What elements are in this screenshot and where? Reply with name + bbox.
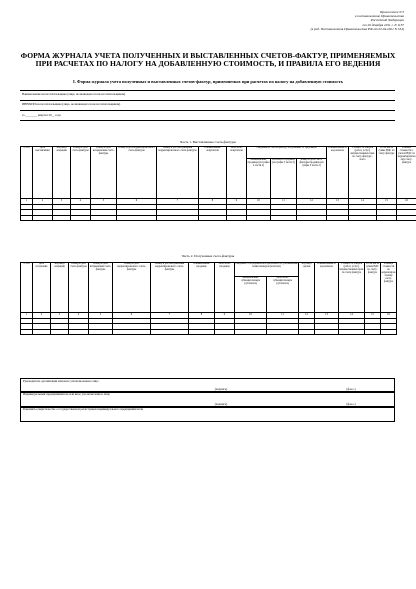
p1-head-n: N п/п [21,147,33,199]
col-number: 15 [365,313,381,319]
p2-head-cost: Стоимость товаров (работ, услуг), имущественных прав по счету-фактуре [339,263,365,313]
col-number: 1 [21,199,33,205]
appendix-line: (в ред. Постановления Правительства РФ от 02.04.2021 N 534) [310,26,404,31]
col-number: 10 [247,199,271,205]
field-line [20,90,395,91]
p2-head-corr-fix: Номер и дата исправления корректировочного счета-фактуры [151,263,189,313]
col-number: 14 [349,199,377,205]
appendix-line: от 26 декабря 2011 г. N 1137 [362,22,404,27]
part2-table [20,262,397,335]
col-number: 2 [33,313,51,319]
p2-head-n: N п/п [21,263,33,313]
p2-head-invoice-fix: Номер и дата исправления счета-фактуры [89,263,113,313]
col-number: 6 [117,199,157,205]
appendix-line: Российской Федерации [370,18,404,23]
field-line [20,100,395,101]
p1-head-corr-invoice: Номер и дата корректировочного счета-фактуры [117,147,157,199]
head-signer-label: Руководитель организации или иное уполномоченное лицо [23,378,99,383]
col-number: 4 [69,313,89,319]
col-number: 15 [377,199,397,205]
p2-head-invoice: Номер и дата счета-фактуры [69,263,89,313]
col-number: 6 [113,313,151,319]
field-line [20,120,395,121]
ip-signer-label: Индивидуальный предприниматель или иное уполномоченное лицо [23,391,110,396]
p2-head-seller-inn: ИНН/КПП продавца [215,263,235,313]
col-number: 9 [227,199,247,205]
col-number: 8 [189,313,215,319]
col-number: 7 [157,199,199,205]
col-number: 16 [381,313,397,319]
p1-head-opcode: Код вида операции [53,147,71,199]
col-number: 13 [327,199,349,205]
section-title: I. Форма журнала учета полученных и выставленных счетов-фактур, применяемых при расчетах по налогу на добавленную стоимость [73,79,343,84]
name-caption: (ф.и.о.) [346,402,356,406]
p1-head-invoice-fix: Номер и дата исправления счета-фактуры [91,147,117,199]
p1-head-diff: Разница стоимости с учетом НДС по корректировочному счету-фактуре [397,147,416,199]
col-number: 11 [271,199,297,205]
col-number: 5 [89,313,113,319]
col-number: 4 [71,199,91,205]
col-number: 2 [33,199,53,205]
p1-head-invoice: Номер и дата счета-фактуры [71,147,91,199]
col-number: 7 [151,313,189,319]
p2-sub-agent-inn: ИНН/КПП субкомиссионера (субагента) [267,277,299,313]
part2-caption: Часть 2. Полученные счета-фактуры [181,254,235,258]
appendix-block [311,10,404,31]
p2-head-intermediary: Сведения о посреднической деятельности, указываемые комиссионером (агентом) [235,263,299,277]
col-number: 11 [267,313,299,319]
p2-head-currency: Наименование и код валюты [315,263,339,313]
col-number: 8 [199,199,227,205]
col-number: 1 [21,313,33,319]
signature-caption: (подпись) [214,402,228,406]
inn-kpp-label: ИНН/КПП налогоплательщика (лица, не являющегося налогоплательщиком) [22,102,121,106]
p2-head-diff: Разница стоимости по корректировочному счету-фактуре [381,263,397,313]
signature-block [20,378,395,426]
col-number: 10 [235,313,267,319]
period-label: за ________ квартал 20__ года [22,113,61,117]
document-title: ФОРМА ЖУРНАЛА УЧЕТА ПОЛУЧЕННЫХ И ВЫСТАВЛЕННЫХ СЧЕТОВ-ФАКТУР, ПРИМЕНЯЕМЫХ ПРИ РАСЧЕТАХ ПО НАЛОГУ НА ДОБАВЛЕННУЮ СТОИМОСТЬ, И ПРАВИЛА ЕГО ВЕДЕНИЯ [20,51,396,69]
col-number: 9 [215,313,235,319]
col-number: 3 [51,313,69,319]
p1-sub-seller-inn: ИНН/КПП продавца (из графы 5 части 2) [271,159,297,199]
col-number: 12 [299,313,315,319]
col-number: 13 [315,313,339,319]
part1-table [20,146,416,221]
p1-head-corr-fix: Номер и дата исправления корректировочного счета-фактуры [157,147,199,199]
p2-head-opcode: Код вида операции [51,263,69,313]
signature-caption: (подпись) [214,387,228,391]
p1-head-currency: Наименование и код валюты [327,147,349,199]
p2-head-vat: В том числе сумма НДС по счету-фактуре [365,263,381,313]
col-number: 16 [397,199,416,205]
p2-sub-agent-name: наименование субкомиссионера (субагента) [235,277,267,313]
p1-sub-seller-invoice: номер и дата счета-фактуры продавца (из графы 3 части 2) [297,159,327,199]
col-number: 3 [53,199,71,205]
taxpayer-label: Наименование налогоплательщика (лица, не являющегося налогоплательщиком) [22,92,126,96]
p1-head-buyer: Наименование покупателя [199,147,227,199]
p1-head-vat: В том числе сумма НДС по счету-фактуре [377,147,397,199]
appendix-line: к постановлению Правительства [354,14,404,19]
appendix-line: Приложение N 3 [379,10,404,14]
p2-head-deal-code: Код вида сделки [299,263,315,313]
p1-sub-seller-name: наименование продавца (из графы 4 части 2) [247,159,271,199]
signature-row-registration [20,406,395,422]
part1-caption: Часть 1. Выставленные счета-фактуры [180,140,236,144]
p1-head-seller-info: Сведения из счетов-фактур, полученных от продавцов [247,147,327,159]
p2-entry-row [21,329,397,334]
p1-head-date: Дата выставления [33,147,53,199]
registration-label: Реквизиты свидетельства о государственной регистрации индивидуального предпринимателя [23,406,143,411]
p2-head-date: Дата получения [33,263,51,313]
p1-entry-row [21,215,416,220]
name-caption: (ф.и.о.) [346,387,356,391]
col-number: 12 [297,199,327,205]
p2-head-seller: Наименование продавца [189,263,215,313]
p1-head-buyer-inn: ИНН/КПП покупателя [227,147,247,199]
header-fields [20,90,395,122]
p2-head-corr-invoice: Номер и дата корректировочного счета-фактуры [113,263,151,313]
col-number: 14 [339,313,365,319]
field-line [20,110,395,111]
col-number: 5 [91,199,117,205]
p1-head-cost: Стоимость товаров (работ, услуг), имущественных прав по счету-фактуре - всего [349,147,377,199]
